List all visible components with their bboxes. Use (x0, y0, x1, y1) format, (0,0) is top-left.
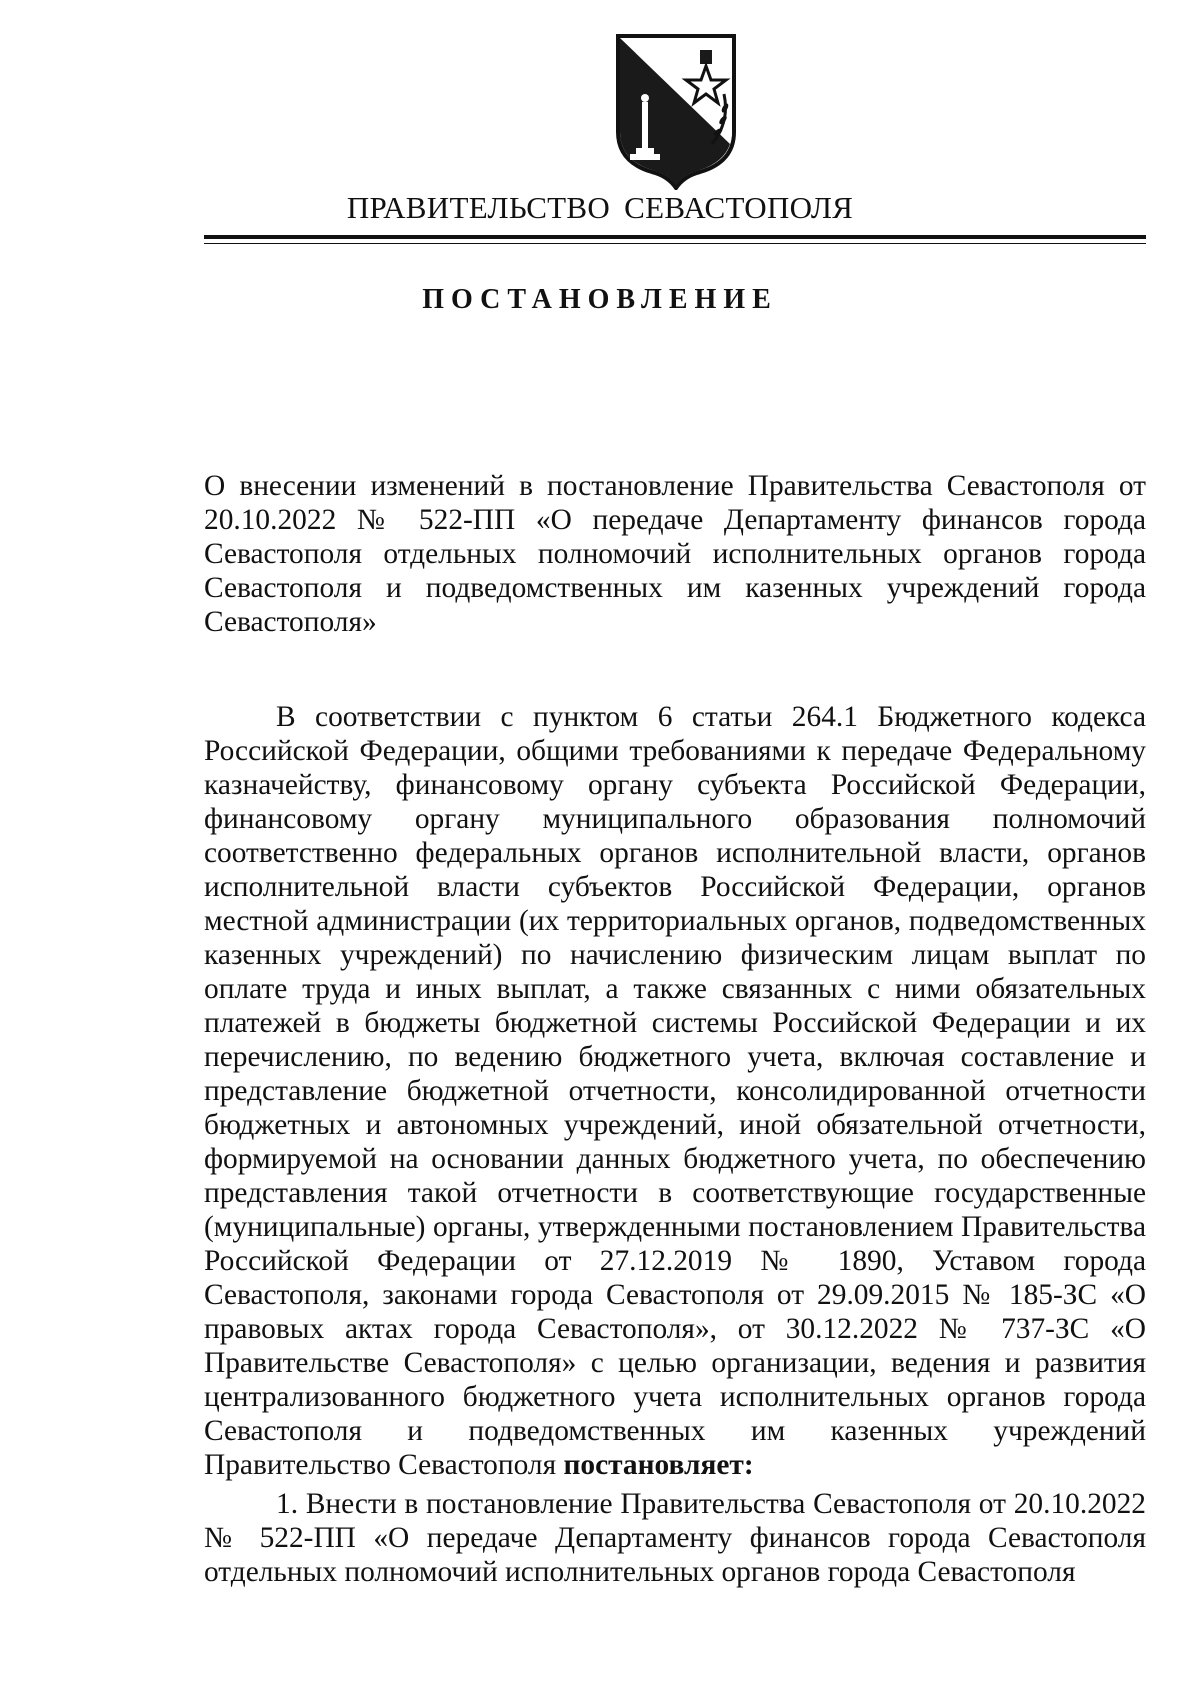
organization-title: ПРАВИТЕЛЬСТВО СЕВАСТОПОЛЯ (346, 190, 854, 225)
document-type-heading: ПОСТАНОВЛЕНИЕ (422, 284, 778, 315)
preamble-text: В соответствии с пунктом 6 статьи 264.1 Бюджетного кодекса Российской Федерации, общими требованиями к передаче Федеральному казначейству, финансовому органу субъекта Российской Федерации, финансовому органу муниципального образования полномочий соответственно федеральных органов исполнительной власти, органов исполнительной власти субъектов Российской Федерации, органов местной администрации (их территориальных органов, подведомственных казенных учреждений) по начислению физическим лицам выплат по оплате труда и иных выплат, а также связанных с ними обязательных платежей в бюджеты бюджетной системы Российской Федерации и их перечислению, по ведению бюджетного учета, включая составление и представление бюджетной отчетности, консолидированной отчетности бюджетных и автономных учреждений, иной обязательной отчетности, формируемой на основании данных бюджетного учета, по обеспечению представления такой отчетности в соответствующие государственные (муниципальные) органы, утвержденными постановлением Правительства Российской Федерации от 27.12.2019 № 1890, Уставом города Севастополя, законами города Севастополя от 29.09.2015 № 185-ЗС «О правовых актах города Севастополя», от 30.12.2022 № 737-ЗС «О Правительстве Севастополя» с целью организации, ведения и развития централизованного бюджетного учета исполнительных органов города Севастополя и подведомственных им казенных учреждений Правительство Севастополя (204, 701, 1146, 1481)
resolves-keyword: постановляет: (563, 1449, 754, 1481)
list-item: 1. Внести в постановление Правительства Севастополя от 20.10.2022 № 522-ПП «О передаче Департаменту финансов города Севастополя отдельных полномочий исполнительных органов города Севастополя (204, 1488, 1146, 1588)
resolution-subject: О внесении изменений в постановление Правительства Севастополя от 20.10.2022 № 522-ПП «О передаче Департаменту финансов города Севастополя отдельных полномочий исполнительных органов города Севастополя и подведомственных им казенных учреждений города Севастополя» (204, 470, 1146, 638)
header-rule-thick (204, 235, 1146, 239)
preamble-paragraph (204, 700, 1146, 1482)
coat-of-arms-emblem (612, 32, 740, 190)
header-rule-thin (204, 243, 1146, 244)
